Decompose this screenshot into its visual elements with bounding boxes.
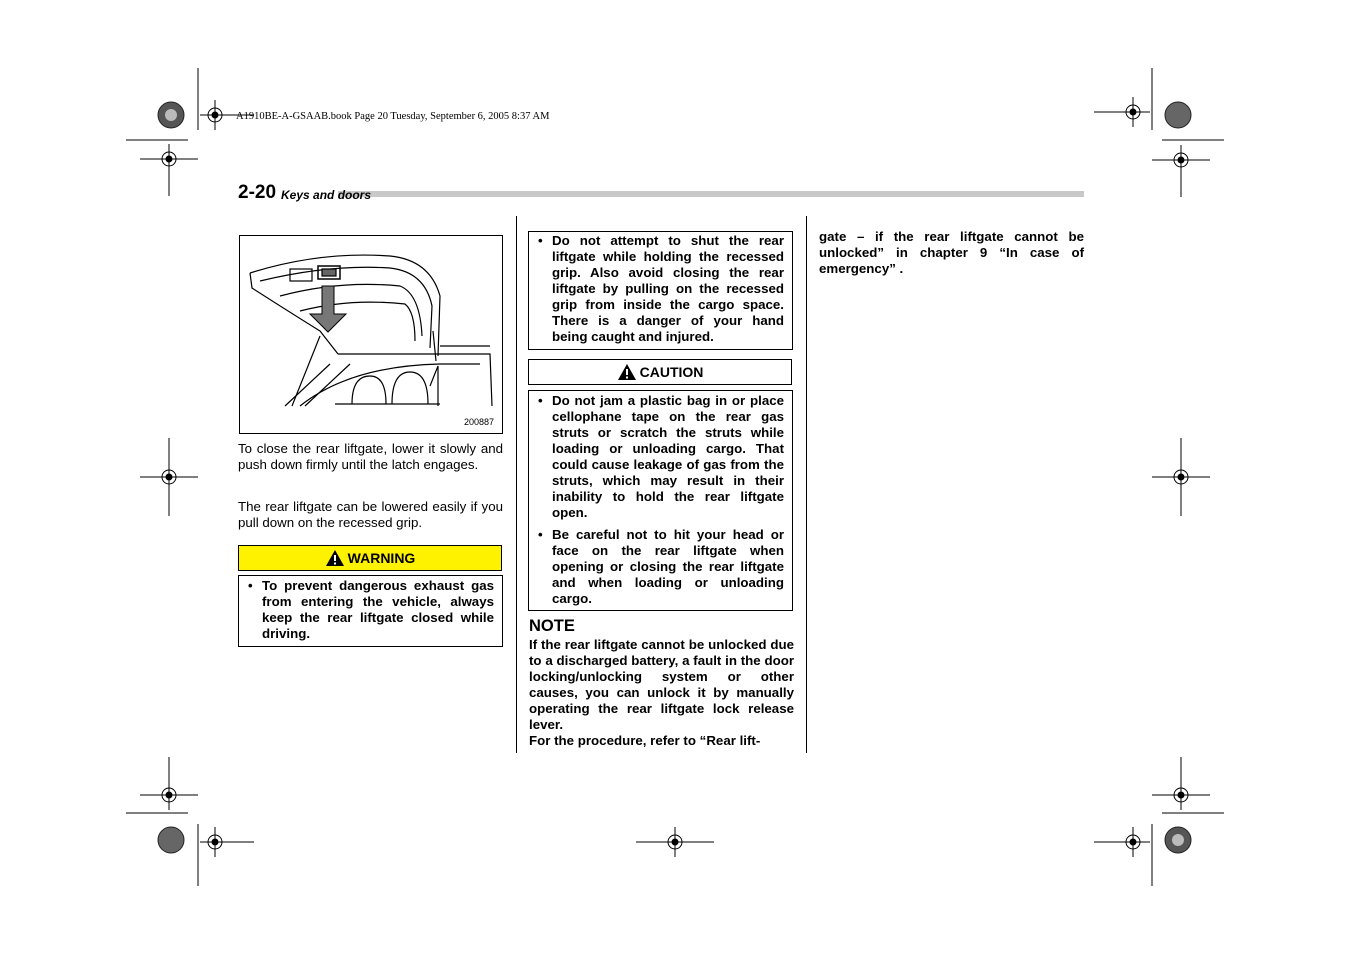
caution-box bbox=[528, 390, 793, 611]
note-text bbox=[529, 637, 794, 749]
liftgate-figure bbox=[239, 235, 503, 434]
list-item: • Do not attempt to shut the rear liftgate while holding the recessed grip. Also avoid closing the rear liftgate by pulling on the recessed grip from inside the cargo space. There is a danger of your hand being caught and injured. bbox=[538, 233, 784, 344]
page-number: 2-20 bbox=[238, 182, 277, 203]
figure-code: 200887 bbox=[463, 417, 494, 427]
list-item: • Do not jam a plastic bag in or place cellophane tape on the rear gas struts or scratch the struts while loading or unloading cargo. That could cause leakage of gas from the struts, which may result in their inability to hold the rear liftgate open. bbox=[538, 393, 784, 520]
warning-triangle-icon bbox=[325, 549, 345, 567]
liftgate-illustration bbox=[240, 236, 502, 433]
continuation-text: gate – if the rear liftgate cannot be unlocked” in chapter 9 “In case of emergency” . bbox=[819, 229, 1084, 276]
caution-label-text: CAUTION bbox=[639, 364, 704, 380]
paragraph-recessed-grip: The rear liftgate can be lowered easily if you pull down on the recessed grip. bbox=[238, 499, 503, 530]
list-item: • Be careful not to hit your head or face on the rear liftgate when opening or closing the rear liftgate and when loading or unloading cargo. bbox=[538, 527, 784, 606]
list-item: • To prevent dangerous exhaust gas from entering the vehicle, always keep the rear liftgate closed while driving. bbox=[248, 578, 494, 641]
caution-triangle-icon bbox=[617, 363, 637, 381]
note-paragraph: If the rear liftgate cannot be unlocked due to a discharged battery, a fault in the door locking/unlocking system or other causes, you can unlock it by manually operating the rear liftgate lock release lever. bbox=[529, 637, 794, 732]
file-info: A1910BE-A-GSAAB.book Page 20 Tuesday, September 6, 2005 8:37 AM bbox=[236, 111, 550, 122]
note-paragraph-2: For the procedure, refer to “Rear lift- bbox=[529, 733, 761, 748]
paragraph-close-liftgate: To close the rear liftgate, lower it slowly and push down firmly until the latch engages. bbox=[238, 441, 503, 472]
down-arrow-icon bbox=[310, 286, 346, 332]
warning-continued-box bbox=[528, 231, 793, 350]
warning-label bbox=[238, 545, 502, 571]
note-heading: NOTE bbox=[529, 617, 575, 635]
column-rule-2 bbox=[806, 216, 807, 753]
caution-label bbox=[528, 359, 792, 385]
warning-box bbox=[238, 575, 503, 647]
column-rule-1 bbox=[516, 216, 517, 753]
warning-label-text: WARNING bbox=[347, 550, 416, 566]
header-bar bbox=[338, 191, 1084, 197]
page-header bbox=[238, 182, 1084, 204]
section-title: Keys and doors bbox=[281, 188, 372, 202]
